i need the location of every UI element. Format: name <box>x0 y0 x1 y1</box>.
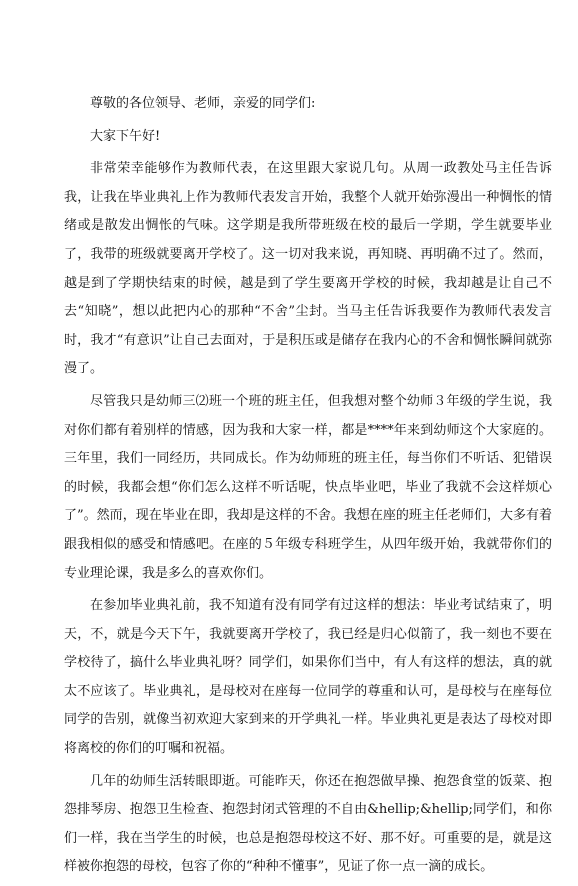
speech-body <box>64 90 552 886</box>
paragraph-4: 几年的幼师生活转眼即逝。可能昨天，你还在抱怨做早操、抱怨食堂的饭菜、抱怨排琴房、抱怨卫生检查、抱怨封闭式管理的不自由&hellip;&hellip;同学们，和你们一样，我在当学生的时候，也总是抱怨母校这不好、那不好。可重要的是，就是这样被你抱怨的母校，包容了你的“种种不懂事”，见证了你一点一滴的成长。 <box>64 773 552 875</box>
paragraph-2: 尽管我只是幼师三⑵班一个班的班主任，但我想对整个幼师３年级的学生说，我对你们都有着别样的情感，因为我和大家一样，都是****年来到幼师这个大家庭的。三年里，我们一同经历，共同成长。作为幼师班的班主任，每当你们不听话、犯错误的时候，我都会想“你们怎么这样不听话呢，快点毕业吧，毕业了我就不会这样烦心了”。然而，现在毕业在即，我却是这样的不舍。我想在座的班主任老师们，大多有着跟我相似的感受和情感吧。在座的５年级专科班学生，从四年级开始，我就带你们的专业理论课，我是多么的喜欢你们。 <box>64 393 552 581</box>
salutation: 尊敬的各位领导、老师，亲爱的同学们: <box>90 96 316 111</box>
paragraph-1: 非常荣幸能够作为教师代表，在这里跟大家说几句。从周一政教处马主任告诉我，让我在毕业典礼上作为教师代表发言开始，我整个人就开始弥漫出一种惆怅的情绪或是散发出惆怅的气味。这学期是我所带班级在校的最后一学期，学生就要毕业了，我带的班级就要离开学校了。这一切对我来说，再知晓、再明确不过了。然而，越是到了学期快结束的时候，越是到了学生要离开学校的时候，我却越是让自己不去“知晓”，想以此把内心的那种“不舍”尘封。当马主任告诉我要作为教师代表发言时，我才“有意识”让自己去面对，于是积压或是储存在我内心的不舍和惆怅瞬间就弥漫了。 <box>64 161 552 377</box>
greeting: 大家下午好! <box>90 128 161 144</box>
paragraph-3: 在参加毕业典礼前，我不知道有没有同学有过这样的想法：毕业考试结束了，明天，不，就是今天下午，我就要离开学校了，我已经是归心似箭了，我一刻也不要在学校待了，搞什么毕业典礼呀？同学们，如果你们当中，有人有这样的想法，真的就太不应该了。毕业典礼，是母校对在座每一位同学的尊重和认可，是母校与在座每位同学的告别，就像当初欢迎大家到来的开学典礼一样。毕业典礼更是表达了母校对即将离校的你们的叮嘱和祝福。 <box>64 598 552 757</box>
